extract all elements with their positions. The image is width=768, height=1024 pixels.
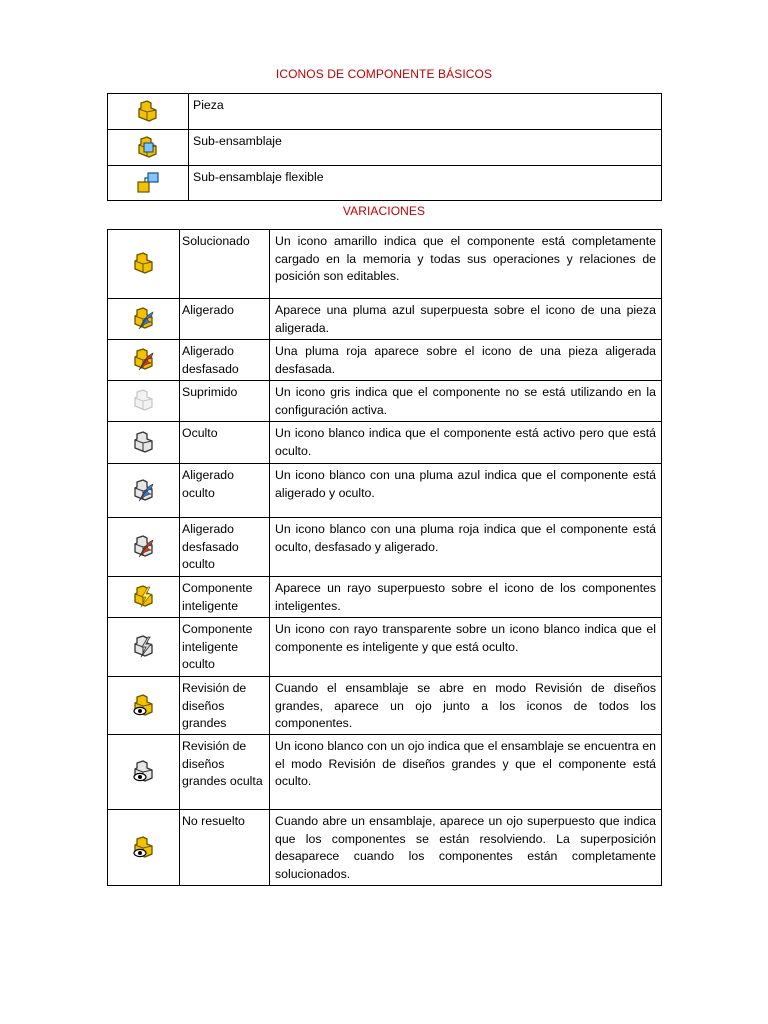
flexible-subassembly-icon <box>135 175 161 189</box>
variation-description: Cuando el ensamblaje se abre en modo Revisión de diseños grandes, aparece un ojo junto a los iconos de todos los componentes. <box>270 677 662 735</box>
hidden-large-design-review-eye-icon <box>131 764 157 778</box>
hidden-outdated-red-feather-icon <box>131 539 157 553</box>
table-row <box>108 381 662 422</box>
variation-description: Aparece una pluma azul superpuesta sobre el icono de una pieza aligerada. <box>270 299 662 340</box>
unresolved-eye-icon <box>131 840 157 854</box>
table-row <box>108 464 662 518</box>
icon-cell <box>108 166 189 201</box>
variation-description: Un icono blanco indica que el componente está activo pero que está oculto. <box>270 422 662 464</box>
icon-cell <box>108 381 180 422</box>
variation-name: Aligerado <box>180 299 270 340</box>
variation-name: Solucionado <box>180 230 270 299</box>
variation-name: Aligerado oculto <box>180 464 270 518</box>
variations-title: VARIACIONES <box>342 204 426 218</box>
variation-name: Aligerado desfasado oculto <box>180 518 270 577</box>
variation-description: Un icono con rayo transparente sobre un icono blanco indica que el componente es inteligente y que está oculto. <box>270 618 662 677</box>
variation-description: Un icono blanco con un ojo indica que el ensamblaje se encuentra en el modo Revisión de diseños grandes y que el componente está oculto. <box>270 735 662 810</box>
table-row <box>108 422 662 464</box>
icon-cell <box>108 299 180 340</box>
icon-cell <box>108 230 180 299</box>
table-row <box>108 94 662 130</box>
table-row <box>108 299 662 340</box>
icon-cell <box>108 130 189 166</box>
yellow-part-icon <box>135 104 161 118</box>
variation-name: Revisión de diseños grandes oculta <box>180 735 270 810</box>
lightweight-blue-feather-icon <box>131 311 157 325</box>
icon-cell <box>108 422 180 464</box>
variation-name: Revisión de diseños grandes <box>180 677 270 735</box>
suppressed-grey-icon <box>131 393 157 407</box>
resolved-part-icon <box>131 256 157 270</box>
variation-description: Un icono amarillo indica que el componente está completamente cargado en la memoria y todas sus operaciones y relaciones de posición son editables. <box>270 230 662 299</box>
lightweight-red-feather-icon <box>131 352 157 366</box>
table-row <box>108 230 662 299</box>
basic-label: Sub-ensamblaje flexible <box>189 166 662 201</box>
variations-table <box>107 229 662 886</box>
icon-cell <box>108 810 180 886</box>
variation-description: Un icono blanco con una pluma azul indica que el componente está aligerado y oculto. <box>270 464 662 518</box>
icon-cell <box>108 735 180 810</box>
table-row <box>108 735 662 810</box>
table-row <box>108 577 662 618</box>
hidden-lightweight-blue-feather-icon <box>131 483 157 497</box>
variation-name: Componente inteligente <box>180 577 270 618</box>
icon-cell <box>108 94 189 130</box>
basic-label: Pieza <box>189 94 662 130</box>
variation-name: Oculto <box>180 422 270 464</box>
basic-label: Sub-ensamblaje <box>189 130 662 166</box>
table-row <box>108 810 662 886</box>
large-design-review-eye-icon <box>131 698 157 712</box>
table-row <box>108 130 662 166</box>
variation-description: Cuando abre un ensamblaje, aparece un ojo superpuesto que indica que los componentes se están resolviendo. La superposición desaparece cuando los componentes están completamente solucionados. <box>270 810 662 886</box>
basic-icons-title: ICONOS DE COMPONENTE BÁSICOS <box>275 67 493 81</box>
table-row <box>108 618 662 677</box>
smart-component-lightning-icon <box>131 589 157 603</box>
icon-cell <box>108 677 180 735</box>
variation-name: No resuelto <box>180 810 270 886</box>
variation-description: Un icono blanco con una pluma roja indica que el componente está oculto, desfasado y aligerado. <box>270 518 662 577</box>
table-row <box>108 518 662 577</box>
basic-icons-table <box>107 93 662 201</box>
icon-cell <box>108 464 180 518</box>
variation-name: Suprimido <box>180 381 270 422</box>
icon-cell <box>108 577 180 618</box>
blue-subassembly-icon <box>135 140 161 154</box>
variation-description: Un icono gris indica que el componente no se está utilizando en la configuración activa. <box>270 381 662 422</box>
variation-name: Componente inteligente oculto <box>180 618 270 677</box>
table-row <box>108 677 662 735</box>
variation-description: Aparece un rayo superpuesto sobre el icono de los componentes inteligentes. <box>270 577 662 618</box>
icon-cell <box>108 340 180 381</box>
variation-description: Una pluma roja aparece sobre el icono de una pieza aligerada desfasada. <box>270 340 662 381</box>
table-row <box>108 166 662 201</box>
table-row <box>108 340 662 381</box>
hidden-smart-component-icon <box>131 639 157 653</box>
hidden-white-icon <box>131 435 157 449</box>
icon-cell <box>108 618 180 677</box>
variation-name: Aligerado desfasado <box>180 340 270 381</box>
icon-cell <box>108 518 180 577</box>
